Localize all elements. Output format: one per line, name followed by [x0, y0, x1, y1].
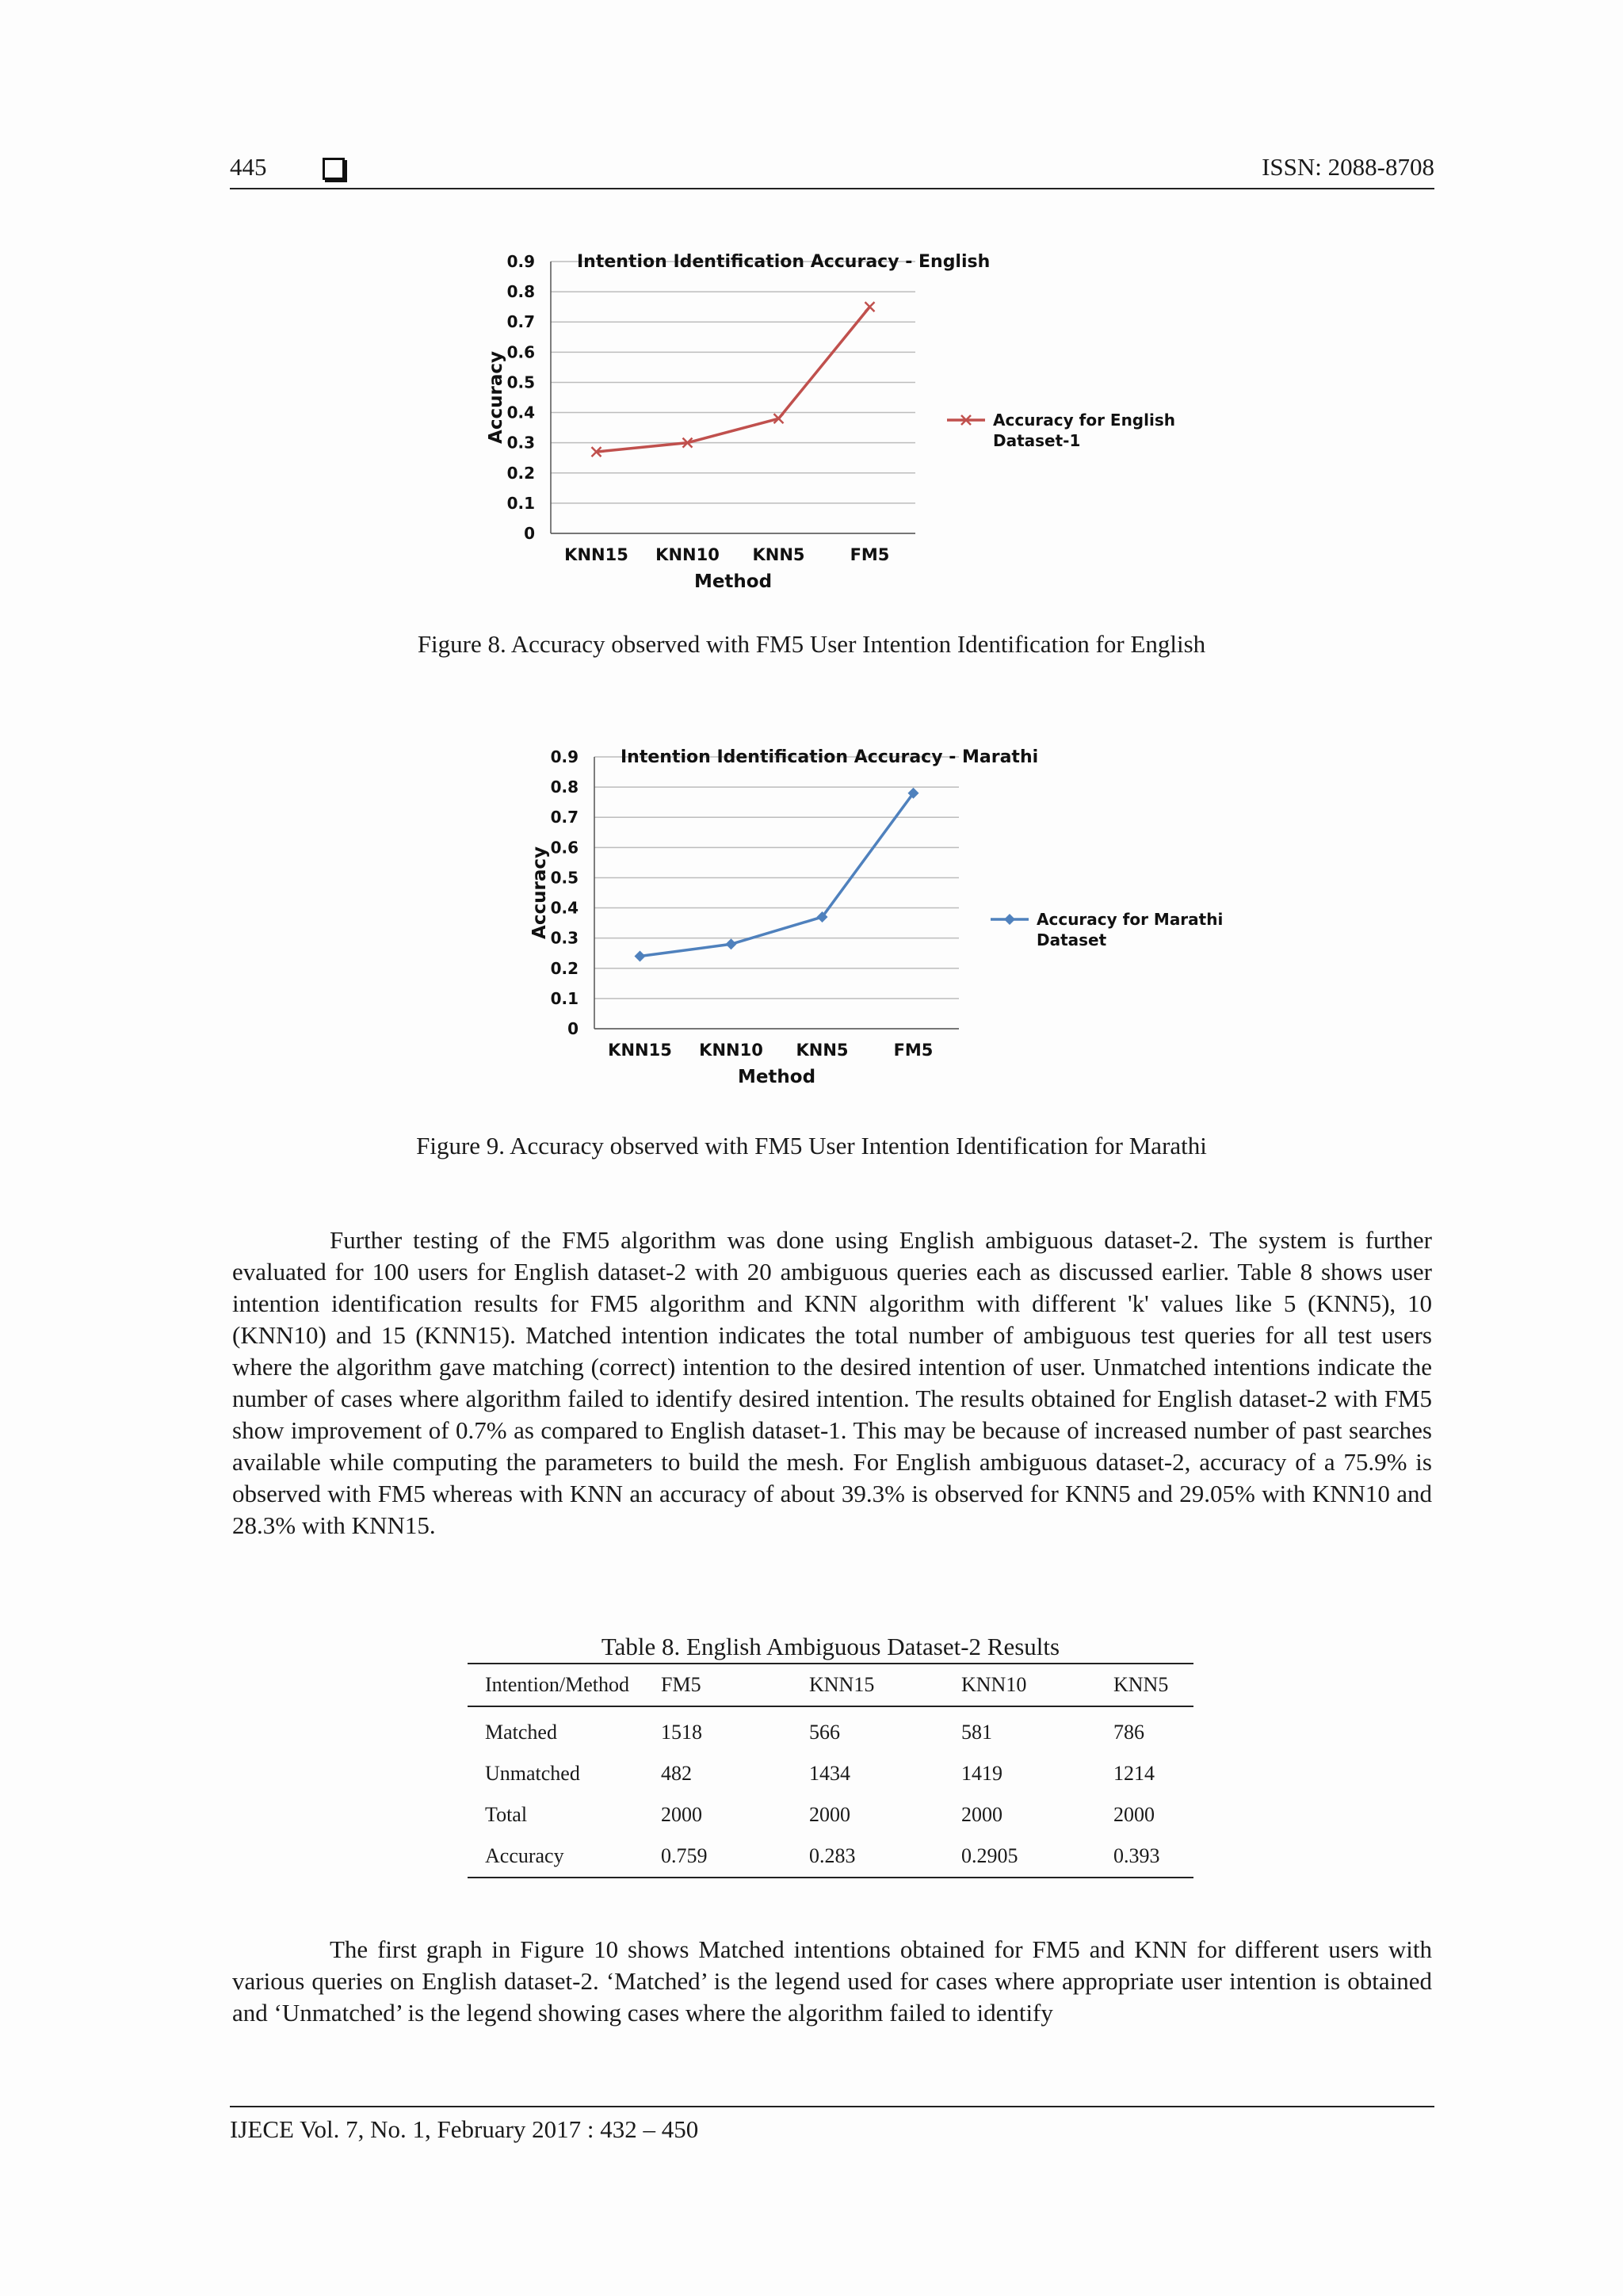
data-point-marker [635, 951, 646, 962]
table-cell: 566 [809, 1721, 840, 1744]
y-tick-label: 0.3 [506, 433, 535, 453]
table-cell: 581 [961, 1721, 992, 1744]
figure-9-caption: Figure 9. Accuracy observed with FM5 User Intention Identification for Marathi [416, 1132, 1207, 1159]
y-axis-title: Accuracy [529, 846, 550, 939]
table-cell: 0.393 [1096, 1836, 1193, 1878]
y-tick-label: 0.2 [506, 463, 535, 483]
table-cell: 2000 [661, 1803, 702, 1826]
x-tick-label: FM5 [893, 1041, 934, 1060]
table-cell: Total [485, 1803, 528, 1826]
table-cell: 2000 [1113, 1803, 1155, 1826]
header-knn10: KNN10 [944, 1664, 1096, 1706]
table-cell: 0.759 [643, 1836, 792, 1878]
y-tick-label: 0.4 [506, 403, 535, 422]
y-tick-label: 0.1 [550, 988, 579, 1008]
y-axis-title: Accuracy [486, 351, 506, 444]
chart-title: Intention Identification Accuracy - Marathi [621, 747, 1039, 767]
y-tick-label: 0.5 [550, 868, 579, 888]
table-row [468, 1836, 1193, 1878]
y-tick-label: 0.6 [506, 342, 535, 362]
table-8-caption: Table 8. English Ambiguous Dataset-2 Results [601, 1633, 1060, 1660]
x-tick-label: KNN5 [752, 545, 805, 564]
y-tick-label: 0 [567, 1019, 579, 1038]
y-tick-label: 0.5 [506, 372, 535, 392]
data-point-marker [726, 938, 737, 949]
legend-marker [1004, 914, 1015, 925]
header-intention-method: Intention/Method [468, 1664, 643, 1706]
table-cell: Matched [485, 1721, 557, 1744]
y-tick-label: 0.7 [550, 808, 579, 827]
y-tick-label: 0.4 [550, 898, 579, 918]
x-tick-label: KNN15 [608, 1041, 672, 1060]
x-tick-label: FM5 [850, 545, 890, 564]
chart-english-accuracy [444, 246, 1236, 602]
table-cell: 2000 [809, 1803, 850, 1826]
table-cell: 2000 [961, 1803, 1002, 1826]
x-tick-label: KNN10 [699, 1041, 763, 1060]
table-cell: 1419 [961, 1762, 1002, 1785]
table-cell: 1214 [1113, 1762, 1155, 1785]
y-tick-label: 0.7 [506, 312, 535, 332]
checkbox-square-icon [323, 158, 345, 180]
y-tick-label: 0.2 [550, 958, 579, 978]
header-knn5: KNN5 [1096, 1664, 1193, 1706]
x-tick-label: KNN5 [796, 1041, 849, 1060]
legend-label: Dataset-1 [993, 431, 1081, 450]
legend-label: Accuracy for Marathi [1037, 910, 1224, 929]
page-header [230, 153, 1434, 189]
y-tick-label: 0 [524, 524, 535, 543]
header-knn15: KNN15 [792, 1664, 944, 1706]
table-row [468, 1794, 1193, 1836]
y-tick-label: 0.9 [550, 747, 579, 766]
paragraph-body-2: The first graph in Figure 10 shows Matched intentions obtained for FM5 and KNN for different users with various queries on English dataset-2. ‘Matched’ is the legend used for cases where appropriate user intention is obtained and ‘Unmatched’ is the legend showing cases where the algorithm failed to identify [232, 1935, 1432, 2027]
y-tick-label: 0.1 [506, 493, 535, 513]
table-cell: 482 [661, 1762, 692, 1785]
y-tick-label: 0.6 [550, 838, 579, 858]
table-cell: 1434 [809, 1762, 850, 1785]
header-fm5: FM5 [643, 1664, 792, 1706]
data-point-marker [865, 302, 875, 311]
table-cell: Unmatched [485, 1762, 580, 1785]
y-tick-label: 0.9 [506, 252, 535, 271]
chart-marathi-accuracy [487, 741, 1280, 1098]
figure-8-caption: Figure 8. Accuracy observed with FM5 User Intention Identification for English [417, 630, 1206, 658]
table-cell: Accuracy [468, 1836, 643, 1878]
x-axis-title: Method [737, 1067, 816, 1087]
table-cell: 1518 [661, 1721, 702, 1744]
page-footer: IJECE Vol. 7, No. 1, February 2017 : 432 – 450 [230, 2106, 1434, 2144]
results-table [468, 1663, 1193, 1878]
y-tick-label: 0.8 [550, 777, 579, 797]
x-tick-label: KNN10 [655, 545, 720, 564]
chart-title: Intention Identification Accuracy - English [577, 252, 991, 272]
x-tick-label: KNN15 [564, 545, 628, 564]
y-tick-label: 0.8 [506, 282, 535, 302]
legend-label: Accuracy for English [993, 411, 1175, 430]
table-cell: 0.283 [792, 1836, 944, 1878]
table-row [468, 1753, 1193, 1794]
table-cell: 0.2905 [944, 1836, 1096, 1878]
y-tick-label: 0.3 [550, 928, 579, 948]
page-number: 445 [230, 153, 267, 181]
series-line [597, 307, 870, 452]
issn-label: ISSN: 2088-8708 [1262, 153, 1434, 181]
table-row [468, 1706, 1193, 1753]
paragraph-body-1: Further testing of the FM5 algorithm was done using English ambiguous dataset-2. The system is further evaluated for 100 users for English dataset-2 with 20 ambiguous queries each as discussed earlier. Table 8 shows user intention identification results for FM5 algorithm and KNN algorithm with different 'k' values like 5 (KNN5), 10 (KNN10) and 15 (KNN15). Matched intention indicates the total number of ambiguous test queries for all test users where the algorithm gave matching (correct) intention to the desired intention of user. Unmatched intentions indicate the number of cases where algorithm failed to identify desired intention. The results obtained for English dataset-2 with FM5 show improvement of 0.7% as compared to English dataset-1. This may be because of increased number of past searches available while computing the parameters to build the mesh. For English ambiguous dataset-2, accuracy of a 75.9% is observed with FM5 whereas with KNN an accuracy of about 39.3% is observed for KNN5 and 29.05% with KNN10 and 28.3% with KNN15. [232, 1226, 1432, 1539]
table-header-row [468, 1664, 1193, 1706]
table-cell: 786 [1113, 1721, 1144, 1744]
legend-label: Dataset [1037, 930, 1107, 949]
x-axis-title: Method [693, 571, 773, 592]
